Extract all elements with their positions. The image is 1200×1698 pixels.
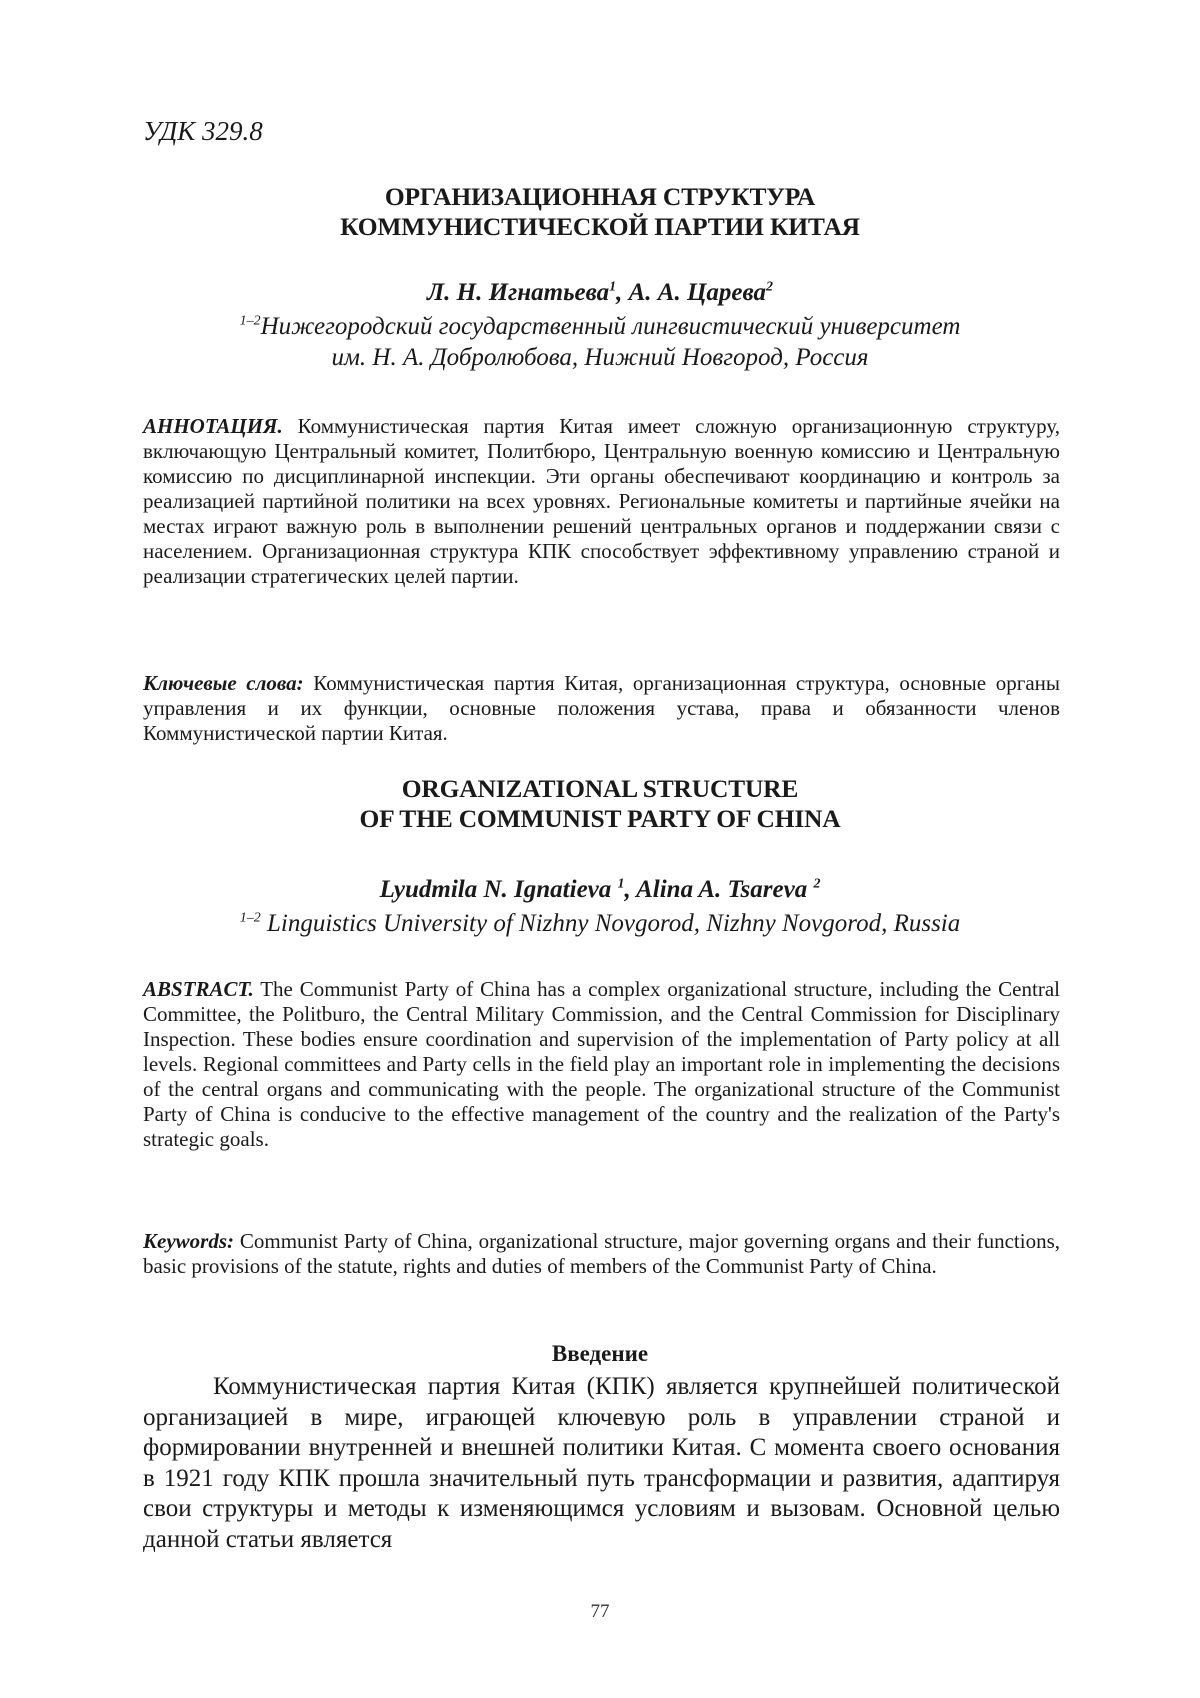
keywords-label: Keywords: <box>143 1229 234 1253</box>
affiliation-line-1: Нижегородский государственный лингвистический университет <box>260 313 961 340</box>
author-affiliation-mark: 2 <box>766 279 773 295</box>
affiliation-mark: 1–2 <box>239 313 261 329</box>
author-affiliation-mark: 1 <box>617 876 625 892</box>
affiliation-text: Linguistics University of Nizhny Novgorod, Nizhny Novgorod, Russia <box>260 910 961 937</box>
title-russian-line-1: ОРГАНИЗАЦИОННАЯ СТРУКТУРА <box>384 182 816 211</box>
abstract-russian <box>143 414 1060 589</box>
author-name: Lyudmila N. Ignatieva <box>379 876 618 903</box>
title-english-line-2: OF THE COMMUNIST PARTY OF CHINA <box>359 804 841 833</box>
author-name: Alina A. Tsareva <box>636 876 814 903</box>
keywords-text: Коммунистическая партия Китая, организационная структура, основные органы управления и их функции, основные положения устава, права и обязанности членов Коммунистической партии Китая. <box>143 671 1060 745</box>
introduction-paragraph: Коммунистическая партия Китая (КПК) является крупнейшей политической организацией в мире, играющей ключевую роль в управлении страной и формировании внутренней и внешней политики Китая. С момента своего основания в 1921 году КПК прошла значительный путь трансформации и развития, адаптируя свои структуры и методы к изменяющимся условиям и вызовам. Основной целью данной статьи является <box>143 1373 1060 1553</box>
abstract-english <box>143 977 1060 1152</box>
author-affiliation-mark: 1 <box>609 279 617 295</box>
title-english <box>0 774 1200 834</box>
udc-code: УДК 329.8 <box>143 116 263 146</box>
page-number: 77 <box>590 1601 610 1622</box>
authors-russian <box>0 279 1200 307</box>
abstract-text: The Communist Party of China has a complex organizational structure, including the Central Committee, the Politburo, the Central Military Commission, and the Central Commission for Disciplinary Inspection. These bodies ensure coordination and supervision of the implementation of Party policy at all levels. Regional committees and Party cells in the field play an important role in implementing the decisions of the central organs and communicating with the people. The organizational structure of the Communist Party of China is conducive to the effective management of the country and the realization of the Party's strategic goals. <box>143 977 1060 1151</box>
affiliation-english <box>0 908 1200 939</box>
keywords-russian <box>143 671 1060 746</box>
author-name: Л. Н. Игнатьева <box>426 279 610 306</box>
title-english-line-1: ORGANIZATIONAL STRUCTURE <box>401 774 799 803</box>
abstract-label: АННОТАЦИЯ. <box>143 414 283 438</box>
abstract-label: ABSTRACT. <box>143 977 254 1001</box>
author-name: А. А. Царева <box>628 279 766 306</box>
keywords-label: Ключевые слова: <box>143 671 304 695</box>
affiliation-russian <box>0 311 1200 373</box>
title-russian-line-2: КОММУНИСТИЧЕСКОЙ ПАРТИИ КИТАЯ <box>340 212 860 241</box>
keywords-text: Communist Party of China, organizational structure, major governing organs and their functions, basic provisions of the statute, rights and duties of members of the Communist Party of China. <box>143 1229 1061 1278</box>
author-separator: , <box>624 876 637 903</box>
title-russian <box>0 182 1200 242</box>
keywords-english <box>143 1229 1060 1279</box>
section-heading-introduction: Введение <box>551 1341 649 1366</box>
abstract-text: Коммунистическая партия Китая имеет сложную организационную структуру, включающую Центральный комитет, Политбюро, Центральную военную комиссию и Центральную комиссию по дисциплинарной инспекции. Эти органы обеспечивают координацию и контроль за реализацией партийной политики на всех уровнях. Региональные комитеты и партийные ячейки на местах играют важную роль в выполнении решений центральных органов и поддержании связи с населением. Организационная структура КПК способствует эффективному управлению страной и реализации стратегических целей партии. <box>143 414 1060 588</box>
authors-english <box>0 876 1200 904</box>
affiliation-line-2: им. Н. А. Добролюбова, Нижний Новгород, Россия <box>331 344 869 371</box>
author-affiliation-mark: 2 <box>813 876 821 892</box>
author-separator: , <box>616 279 629 306</box>
affiliation-mark: 1–2 <box>239 910 261 926</box>
